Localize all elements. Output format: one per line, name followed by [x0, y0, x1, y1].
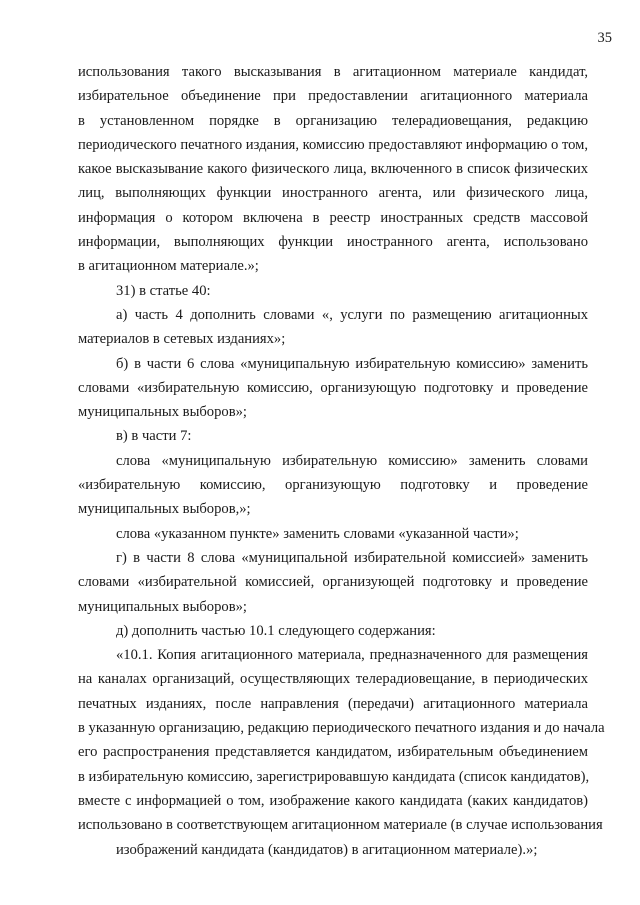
text-line: использования такого высказывания в агитационном материале кандидат, — [78, 64, 588, 80]
text-line: словами «избирательную комиссию, организующую подготовку и проведение — [78, 379, 588, 396]
text-line: использовано в соответствующем агитационном материале (в случае использования — [78, 817, 603, 834]
text-line: материалов в сетевых изданиях»; — [78, 331, 286, 348]
text-line: на каналах организаций, осуществляющих телерадиовещание, в периодических — [78, 671, 588, 688]
text-line: в установленном порядке в организацию телерадиовещания, редакцию — [78, 112, 588, 129]
text-line: печатных изданиях, после направления (передачи) агитационного материала — [78, 695, 588, 712]
text-line: лиц, выполняющих функции иностранного агента, или физического лица, — [78, 185, 588, 202]
text-line: слова «указанном пункте» заменить словами «указанной части»; — [116, 525, 519, 542]
document-body — [78, 60, 605, 862]
text-line: б) в части 6 слова «муниципальную избирательную комиссию» заменить — [116, 355, 588, 372]
text-line: в агитационном материале.»; — [78, 258, 259, 275]
text-line: информация о котором включена в реестр иностранных средств массовой — [78, 209, 588, 226]
text-line: в) в части 7: — [116, 428, 192, 445]
text-line: муниципальных выборов,»; — [78, 501, 251, 518]
text-line: какое высказывание какого физического лица, включенного в список физических — [78, 161, 588, 178]
text-line: слова «муниципальную избирательную комиссию» заменить словами — [116, 452, 588, 469]
text-line: избирательное объединение при предоставлении агитационного материала — [78, 88, 588, 105]
text-line: а) часть 4 дополнить словами «, услуги по размещению агитационных — [116, 306, 588, 323]
text-line: его распространения представляется кандидатом, избирательным объединением — [78, 744, 588, 761]
text-line: в указанную организацию, редакцию периодического печатного издания и до начала — [78, 720, 605, 737]
text-line: г) в части 8 слова «муниципальной избирательной комиссией» заменить — [116, 549, 588, 566]
text-line: «10.1. Копия агитационного материала, предназначенного для размещения — [116, 647, 588, 664]
text-line: вместе с информацией о том, изображение какого кандидата (каких кандидатов) — [78, 792, 588, 809]
text-line: словами «избирательной комиссией, организующей подготовку и проведение — [78, 574, 588, 591]
page-number: 35 — [597, 30, 612, 46]
text-line: периодического печатного издания, комиссию предоставляют информацию о том, — [78, 136, 589, 153]
text-line: в избирательную комиссию, зарегистрировавшую кандидата (список кандидатов), — [78, 768, 590, 785]
text-line: 31) в статье 40: — [116, 282, 211, 299]
text-line: изображений кандидата (кандидатов) в агитационном материале).»; — [116, 841, 538, 858]
text-line: муниципальных выборов»; — [78, 598, 247, 615]
text-line: информации, выполняющих функции иностранного агента, использовано — [78, 234, 588, 251]
text-line: «избирательную комиссию, организующую подготовку и проведение — [78, 477, 588, 494]
text-line: муниципальных выборов»; — [78, 404, 247, 421]
text-line: д) дополнить частью 10.1 следующего содержания: — [116, 622, 436, 639]
